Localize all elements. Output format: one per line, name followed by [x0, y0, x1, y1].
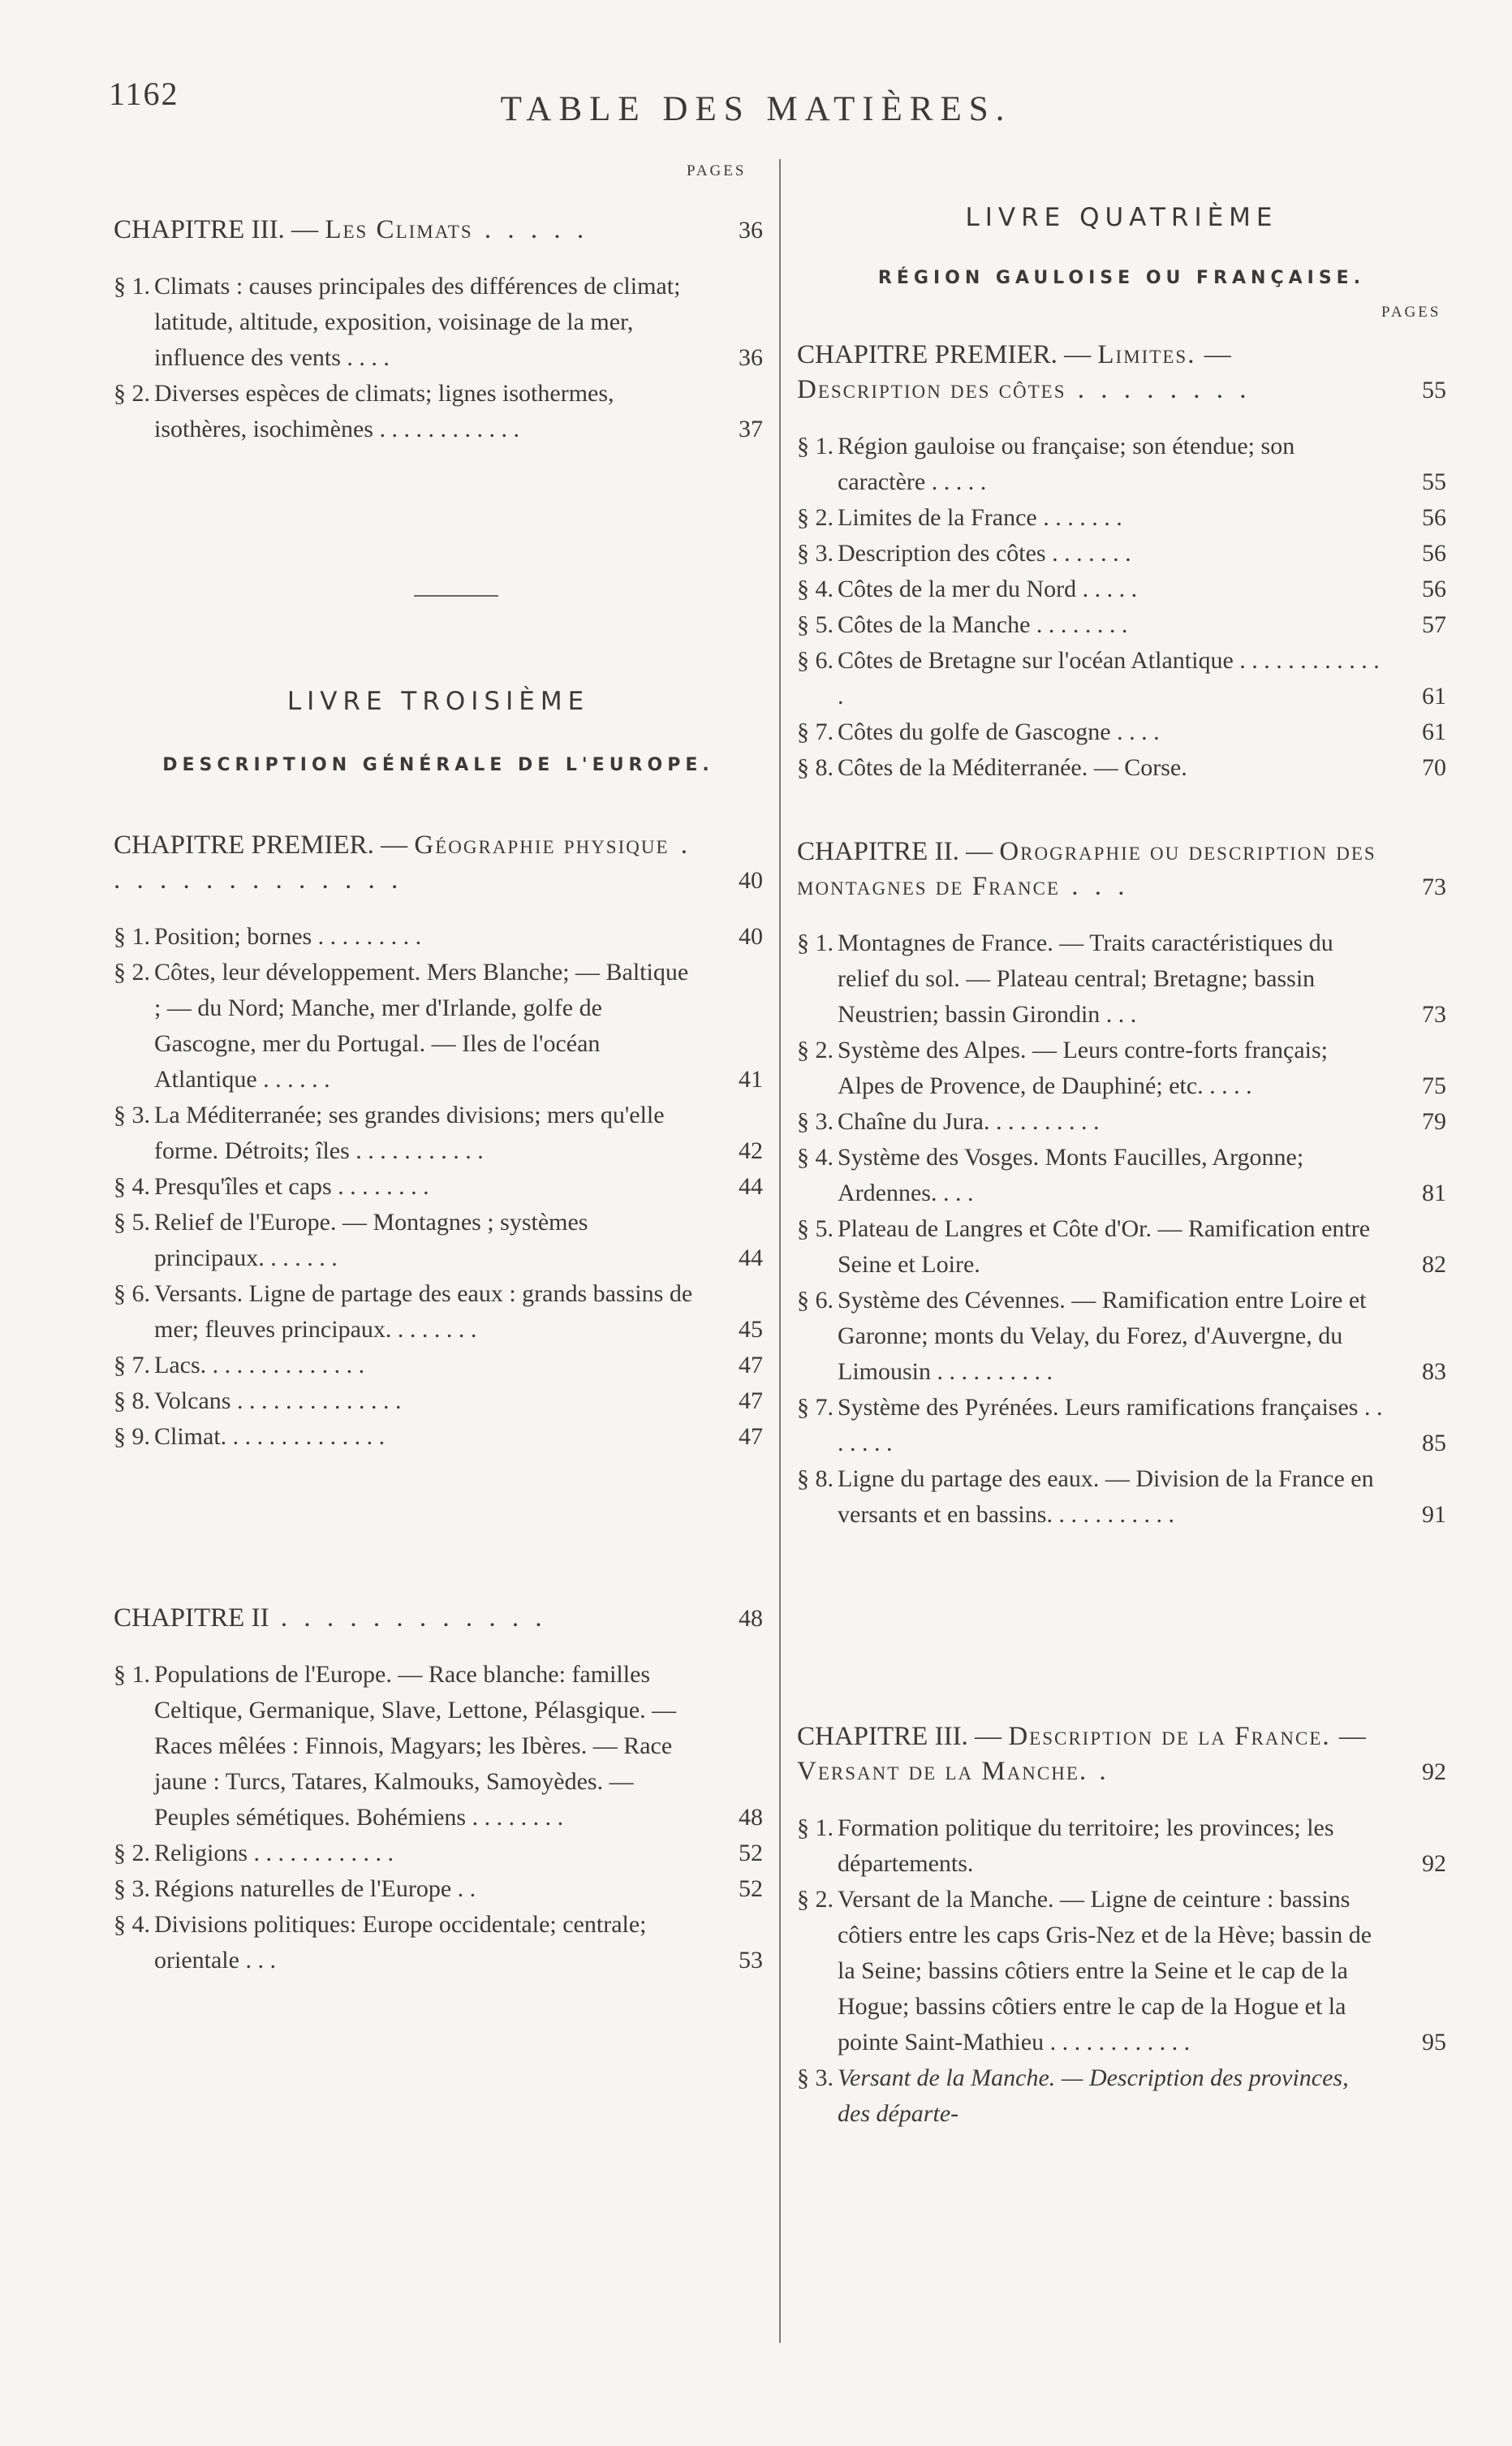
region-heading: DESCRIPTION GÉNÉRALE DE L'EUROPE. [162, 755, 714, 775]
section-mark: § 4. [797, 576, 834, 602]
chapter-ii-europe [114, 1601, 763, 1978]
chapter-heading [114, 213, 763, 248]
chapter-label: CHAPITRE III. — [797, 1722, 1009, 1751]
toc-entry [797, 925, 1446, 1033]
toc-entry [797, 750, 1446, 786]
page-ref: 56 [1422, 504, 1446, 531]
section-mark: § 1. [797, 1814, 834, 1841]
toc-entry [114, 376, 763, 447]
section-separator [414, 595, 498, 597]
page-ref: 57 [1422, 611, 1446, 638]
toc-entry [114, 1871, 763, 1907]
page-ref: 52 [739, 1875, 763, 1902]
chapter-iii-climats [114, 213, 763, 447]
toc-entry [114, 1276, 763, 1348]
toc-entry [797, 1283, 1446, 1390]
section-mark: § 6. [797, 1287, 834, 1314]
entry-text: Région gauloise ou française; son étendue; son caractère . . . . . [838, 433, 1295, 495]
toc-entry [114, 1419, 763, 1455]
region-heading: RÉGION GAULOISE OU FRANÇAISE. [877, 268, 1366, 288]
page-ref: 70 [1422, 754, 1446, 781]
section-mark: § 3. [797, 1108, 834, 1135]
entry-list [797, 429, 1446, 786]
chapter-title: Orographie ou description des montagnes de France [797, 837, 1376, 901]
toc-entry [797, 1882, 1446, 2060]
section-mark: § 2. [114, 1840, 150, 1866]
page-ref: 47 [739, 1352, 763, 1378]
chapter-ii-orographie [797, 835, 1446, 1533]
entry-text: Côtes de la Manche . . . . . . . . [838, 611, 1128, 638]
entry-text: Presqu'îles et caps . . . . . . . . [154, 1173, 429, 1200]
page-ref: 36 [739, 344, 763, 371]
page-ref: 56 [1422, 576, 1446, 602]
chapter-heading [797, 338, 1446, 408]
entry-list [114, 1657, 763, 1978]
page-ref: 82 [1422, 1251, 1446, 1278]
page-ref: 42 [739, 1137, 763, 1164]
entry-text: Climat. . . . . . . . . . . . . . [154, 1423, 386, 1450]
leader: . . . . . . . . . . . . . . [114, 830, 693, 895]
page-ref: 73 [1422, 874, 1446, 900]
toc-entry [797, 536, 1446, 572]
entry-text: Côtes de la Méditerranée. — Corse. [838, 754, 1187, 781]
entry-text: Diverses espèces de climats; lignes isothermes, isothères, isochimènes . . . . . . . . . . . . [154, 380, 614, 442]
page-ref: 48 [739, 1804, 763, 1831]
entry-text: Système des Pyrénées. Leurs ramifications françaises . . . . . . . [838, 1394, 1383, 1456]
toc-entry [797, 714, 1446, 750]
toc-entry [797, 1810, 1446, 1882]
toc-entry [114, 1205, 763, 1276]
page-ref: 40 [739, 923, 763, 950]
section-mark: § 2. [797, 1886, 834, 1913]
entry-text: Système des Vosges. Monts Faucilles, Argonne; Ardennes. . . . [838, 1144, 1304, 1206]
page-ref: 47 [739, 1423, 763, 1450]
section-mark: § 2. [114, 380, 150, 407]
page-ref: 85 [1422, 1430, 1446, 1456]
section-mark: § 7. [797, 718, 834, 745]
entry-text: Côtes, leur développement. Mers Blanche; — Baltique ; — du Nord; Manche, mer d'Irlande, golfe de Gascogne, mer du Portugal. — Iles de l'océan Atlantique . . . . . . [154, 959, 689, 1093]
leader: . . . . . . . . . . . . [269, 1603, 547, 1633]
page-number: 1162 [109, 75, 179, 112]
section-mark: § 5. [797, 611, 834, 638]
toc-entry [114, 1383, 763, 1419]
toc-entry [797, 500, 1446, 536]
section-mark: § 3. [797, 540, 834, 567]
entry-text: Côtes du golfe de Gascogne . . . . [838, 718, 1160, 745]
section-mark: § 9. [114, 1423, 150, 1450]
column-divider [779, 159, 781, 2343]
entry-text: Lacs. . . . . . . . . . . . . . [154, 1352, 365, 1378]
entry-text: Système des Cévennes. — Ramification entre Loire et Garonne; monts du Velay, du Forez, d'Auvergne, du Limousin . . . . . . . . . . [838, 1287, 1367, 1385]
section-mark: § 1. [114, 273, 150, 300]
toc-entry [797, 1461, 1446, 1533]
page-ref: 47 [739, 1387, 763, 1414]
section-mark: § 8. [797, 754, 834, 781]
leader: . [1088, 1757, 1111, 1786]
toc-entry [114, 955, 763, 1098]
section-mark: § 7. [114, 1352, 150, 1378]
chapter-heading [114, 828, 763, 898]
toc-entry [797, 572, 1446, 607]
toc-entry [114, 1169, 763, 1205]
toc-entry [797, 1211, 1446, 1283]
chapter-label: CHAPITRE II [114, 1603, 269, 1633]
livre-heading: LIVRE TROISIÈME [286, 687, 590, 716]
page-ref: 41 [739, 1066, 763, 1093]
chapter-iii-france [797, 1719, 1446, 2132]
entry-list [114, 269, 763, 447]
section-mark: § 7. [797, 1394, 834, 1421]
leader: . . . . . . . . [1066, 375, 1251, 404]
page-ref: 55 [1422, 468, 1446, 495]
entry-text: Climats : causes principales des différences de climat; latitude, altitude, exposition, voisinage de la mer, influence des vents . . . . [154, 273, 681, 371]
entry-list [797, 925, 1446, 1533]
toc-entry [797, 643, 1446, 714]
entry-text: Régions naturelles de l'Europe . . [154, 1875, 476, 1902]
section-mark: § 1. [797, 433, 834, 459]
entry-text: Chaîne du Jura. . . . . . . . . . [838, 1108, 1100, 1135]
page-ref: 75 [1422, 1072, 1446, 1099]
section-mark: § 3. [797, 2064, 834, 2091]
section-mark: § 6. [797, 647, 834, 674]
section-mark: § 4. [114, 1911, 150, 1938]
pages-label: PAGES [687, 162, 747, 179]
page-ref: 61 [1422, 683, 1446, 710]
entry-text: Volcans . . . . . . . . . . . . . . [154, 1387, 402, 1414]
running-title: TABLE DES MATIÈRES. [500, 90, 1012, 128]
section-mark: § 4. [114, 1173, 150, 1200]
toc-entry [114, 1098, 763, 1169]
chapter-heading [797, 1719, 1446, 1789]
section-mark: § 8. [114, 1387, 150, 1414]
toc-entry [797, 1140, 1446, 1211]
entry-text: Religions . . . . . . . . . . . . [154, 1840, 394, 1866]
page-ref: 37 [739, 416, 763, 442]
chapter-heading [797, 835, 1446, 904]
section-mark: § 3. [114, 1102, 150, 1128]
toc-entry [797, 2060, 1446, 2132]
page-ref: 53 [739, 1947, 763, 1974]
section-mark: § 1. [114, 1661, 150, 1688]
section-mark: § 4. [797, 1144, 834, 1171]
entry-text: Versant de la Manche. — Description des provinces, des départe- [838, 2064, 1349, 2127]
section-mark: § 2. [114, 959, 150, 986]
entry-text: Limites de la France . . . . . . . [838, 504, 1122, 531]
chapter-premier-france [797, 338, 1446, 786]
toc-entry [797, 429, 1446, 500]
page-ref: 61 [1422, 718, 1446, 745]
page-ref: 52 [739, 1840, 763, 1866]
page-ref: 56 [1422, 540, 1446, 567]
entry-list [797, 1810, 1446, 2132]
page-ref: 83 [1422, 1358, 1446, 1385]
page-ref: 91 [1422, 1501, 1446, 1528]
chapter-title: Limites. — Description des côtes [797, 340, 1233, 404]
page-ref: 55 [1422, 377, 1446, 403]
page-ref: 48 [739, 1605, 763, 1632]
entry-text: Formation politique du territoire; les provinces; les départements. [838, 1814, 1334, 1877]
toc-entry [797, 607, 1446, 643]
entry-text: Système des Alpes. — Leurs contre-forts français; Alpes de Provence, de Dauphiné; etc. . . . . [838, 1037, 1328, 1099]
page-ref: 81 [1422, 1180, 1446, 1206]
chapter-title: Géographie physique [414, 830, 670, 860]
chapter-label: CHAPITRE II. — [797, 837, 1000, 866]
chapter-label: CHAPITRE PREMIER. — [114, 830, 415, 860]
toc-entry [114, 1348, 763, 1383]
page-ref: 45 [739, 1316, 763, 1343]
section-mark: § 5. [114, 1209, 150, 1236]
section-mark: § 1. [114, 923, 150, 950]
livre-heading: LIVRE QUATRIÈME [965, 203, 1278, 232]
entry-text: Plateau de Langres et Côte d'Or. — Ramification entre Seine et Loire. [838, 1215, 1371, 1278]
chapter-premier-europe [114, 828, 763, 1455]
pages-label: PAGES [1381, 304, 1441, 321]
entry-text: La Méditerranée; ses grandes divisions; mers qu'elle forme. Détroits; îles . . . . . . . . . . . [154, 1102, 665, 1164]
page-ref: 92 [1422, 1850, 1446, 1877]
leader: . . . . . [472, 215, 589, 244]
section-mark: § 6. [114, 1280, 150, 1307]
toc-entry [797, 1390, 1446, 1461]
entry-text: Position; bornes . . . . . . . . . [154, 923, 422, 950]
entry-text: Ligne du partage des eaux. — Division de la France en versants et en bassins. . . . . . . . . . . [838, 1465, 1374, 1528]
toc-entry [797, 1033, 1446, 1104]
section-mark: § 2. [797, 504, 834, 531]
section-mark: § 1. [797, 930, 834, 956]
toc-entry [114, 1657, 763, 1836]
toc-entry [797, 1104, 1446, 1140]
page-ref: 95 [1422, 2029, 1446, 2056]
chapter-label: CHAPITRE PREMIER. — [797, 340, 1098, 369]
entry-text: Divisions politiques: Europe occidentale; centrale; orientale . . . [154, 1911, 647, 1974]
entry-text: Côtes de la mer du Nord . . . . . [838, 576, 1138, 602]
section-mark: § 8. [797, 1465, 834, 1492]
entry-text: Côtes de Bretagne sur l'océan Atlantique . . . . . . . . . . . . . [838, 647, 1380, 710]
chapter-title: Les Climats [325, 215, 473, 244]
entry-text: Description des côtes . . . . . . . [838, 540, 1131, 567]
page-ref: 73 [1422, 1001, 1446, 1028]
page-ref: 79 [1422, 1108, 1446, 1135]
toc-entry [114, 1907, 763, 1978]
entry-text: Populations de l'Europe. — Race blanche: familles Celtique, Germanique, Slave, Lettone, Pélasgique. — Races mêlées : Finnois, Magyars; les Ibères. — Race jaune : Turcs, Tatares, Kalmouks, Samoyèdes. — Peuples sémétiques. Bohémiens . . . . . . . . [154, 1661, 677, 1831]
section-mark: § 5. [797, 1215, 834, 1242]
toc-entry [114, 919, 763, 955]
toc-entry [114, 1836, 763, 1871]
chapter-heading [114, 1601, 763, 1636]
section-mark: § 2. [797, 1037, 834, 1063]
leader: . . . [1060, 872, 1130, 901]
entry-list [114, 919, 763, 1455]
entry-text: Versants. Ligne de partage des eaux : grands bassins de mer; fleuves principaux. . . . . . . . [154, 1280, 693, 1343]
page-ref: 40 [739, 867, 763, 894]
entry-text: Versant de la Manche. — Ligne de ceinture : bassins côtiers entre les caps Gris-Nez et de la Hève; bassin de la Seine; bassins côtiers entre la Seine et le cap de la Hogue; bassins côtiers entre le cap de la Hogue et la pointe Saint-Mathieu . . . . . . . . . . . . [838, 1886, 1372, 2056]
page-ref: 36 [739, 217, 763, 244]
section-mark: § 3. [114, 1875, 150, 1902]
chapter-label: CHAPITRE III. — [114, 215, 325, 244]
entry-text: Relief de l'Europe. — Montagnes ; systèmes principaux. . . . . . . [154, 1209, 588, 1271]
entry-text: Montagnes de France. — Traits caractéristiques du relief du sol. — Plateau central; Bretagne; bassin Neustrien; bassin Girondin . . . [838, 930, 1333, 1028]
chapter-title: Description de la France. — Versant de la Manche. [797, 1722, 1368, 1786]
toc-entry [114, 269, 763, 376]
page-ref: 92 [1422, 1758, 1446, 1785]
page-ref: 44 [739, 1173, 763, 1200]
page-ref: 44 [739, 1245, 763, 1271]
